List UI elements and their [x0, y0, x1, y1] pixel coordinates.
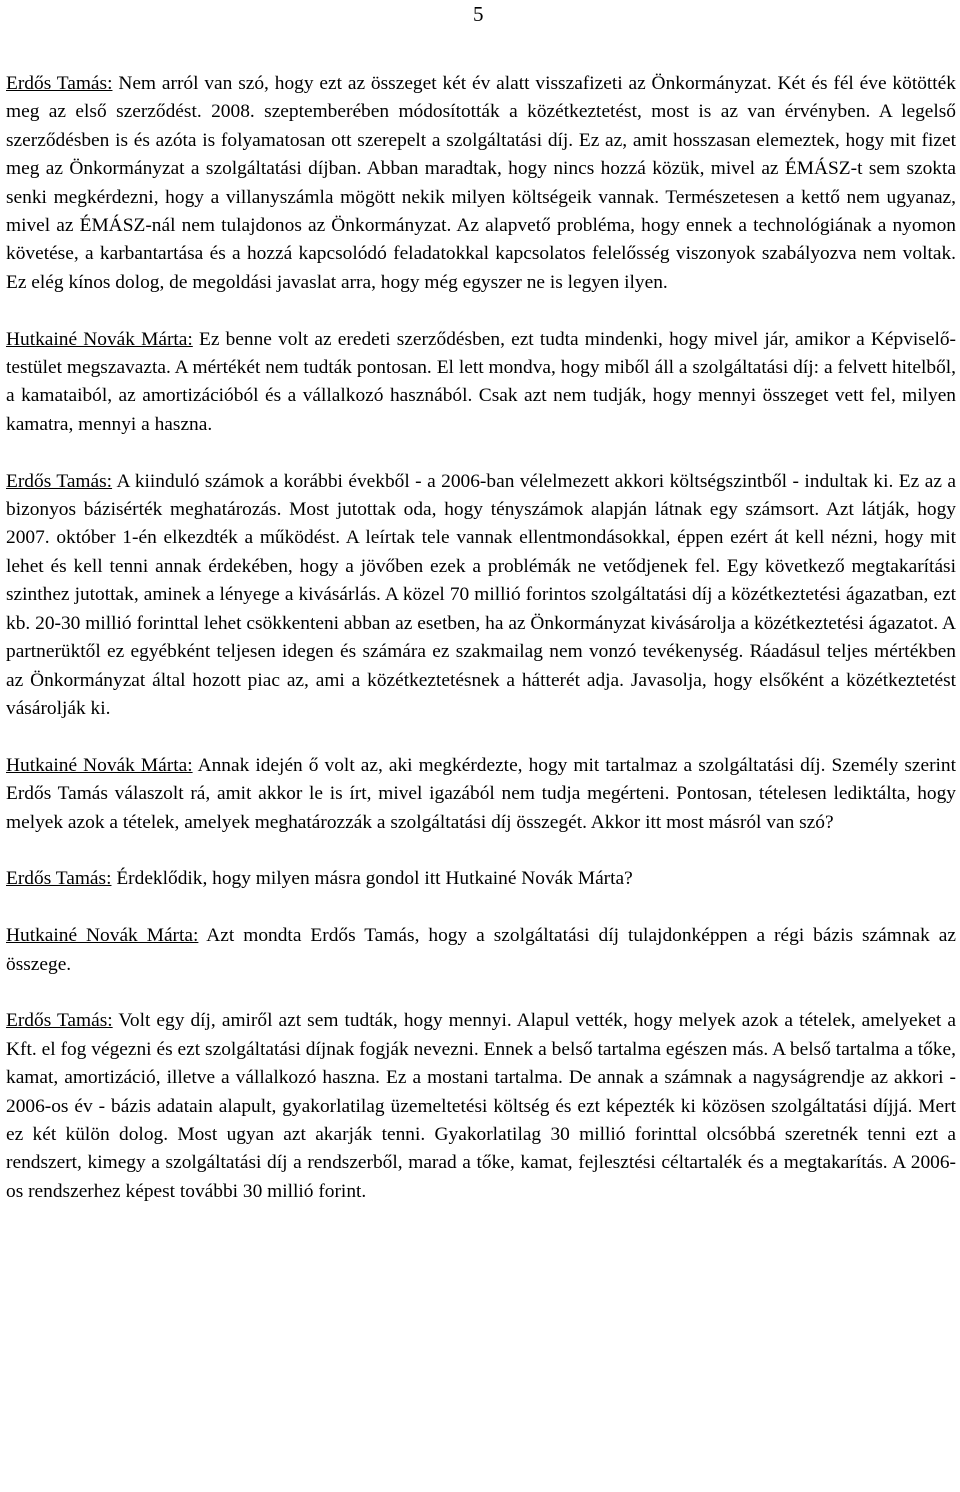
paragraph-text: A kiinduló számok a korábbi évekből - a 2006-ban vélelmezett akkori költségszintből - indultak ki. Ez az a bizonyos bázisérték meghatározás. Most jutottak oda, hogy tényszámok alapján látnak egy számsort. Azt látják, hogy 2007. október 1-én elkezdték a működést. A leírtak tele vannak ellentmondásokkal, éppen ezért át kell nézni, hogy mit lehet és kell tenni annak érdekében, hogy a jövőben ezek a problémák ne vetődjenek fel. Egy következő megtakarítási szinthez jutottak, aminek a lényege a kivásárlás. A közel 70 millió forintos szolgáltatási díj a közétkeztetési ágazatban, ezt kb. 20-30 millió forinttal lehet csökkenteni abban az esetben, ha az Önkormányzat kivásárolja a közétkeztetési ágazatot. A partnerüktől ez egyébként teljesen idegen és számára ez szakmailag nem vonzó tevékenység. Ráadásul teljes mértékben az Önkormányzat által hozott piac az, ami a közétkeztetésnek a hátterét adja. Javasolja, hogy elsőként a közétkeztetést vásárolják ki. [6, 470, 956, 719]
paragraph-text: Nem arról van szó, hogy ezt az összeget két év alatt visszafizeti az Önkormányzat. Két és fél éve kötötték meg az első szerződést. 2008. szeptemberében módosították a közétkeztetést, most is az van érvényben. A legelső szerződésben is és azóta is folyamatosan ott szerepelt a szolgáltatási díj. Ez az, amit hosszasan elemeztek, hogy mit fizet meg az Önkormányzat a szolgáltatási díjban. Abban maradtak, hogy nincs hozzá közük, mivel az ÉMÁSZ-t sem szokta senki megkérdezni, hogy a villanyszámla mögött nekik milyen költségeik vannak. Természetesen a kettő nem ugyanaz, mivel az ÉMÁSZ-nál nem tulajdonos az Önkormányzat. Az alapvető probléma, hogy ennek a technológiának a nyomon követése, a karbantartása és a hozzá kapcsolódó feladatokkal kapcsolatos felelősség viszonyok szabályozva nem voltak. Ez elég kínos dolog, de megoldási javaslat arra, hogy még egyszer ne is legyen ilyen. [6, 73, 956, 293]
paragraph-text: Ez benne volt az eredeti szerződésben, ezt tudta mindenki, hogy mivel jár, amikor a Képviselő-testület megszavazta. A mértékét nem tudták pontosan. El lett mondva, hogy miből áll a szolgáltatási díj: a felvett hitelből, a kamataiból, az amortizációból és a vállalkozó hasznából. Csak azt nem tudják, hogy mennyi összeget vett fel, milyen kamatra, mennyi a haszna. [6, 328, 957, 435]
paragraph-text: Érdeklődik, hogy milyen másra gondol itt Hutkainé Novák Márta? [111, 868, 633, 890]
speaker-name: Hutkainé Novák Márta: [6, 754, 193, 776]
paragraph [6, 752, 956, 837]
paragraph-text: Annak idején ő volt az, aki megkérdezte, hogy mit tartalmaz a szolgáltatási díj. Személy szerint Erdős Tamás válaszolt rá, amit akkor le is írt, mivel igazából nem tudja megérteni. Pontosan, tételesen lediktálta, hogy melyek azok a tételek, amelyek meghatározzák a szolgáltatási díj összegét. Akkor itt most másról van szó? [6, 754, 957, 833]
document-body [6, 70, 956, 1206]
paragraph [6, 326, 956, 440]
paragraph [6, 468, 956, 724]
speaker-name: Hutkainé Novák Márta: [6, 925, 199, 947]
speaker-name: Erdős Tamás: [6, 1010, 113, 1032]
paragraph [6, 922, 956, 979]
speaker-name: Erdős Tamás: [6, 470, 113, 492]
paragraph-text: Volt egy díj, amiről azt sem tudták, hogy mennyi. Alapul vették, hogy melyek azok a tételek, amelyeket a Kft. el fog végezni és ezt szolgáltatási díjnak fogják nevezni. Ennek a belső tartalma egészen más. A belső tartalma a tőke, kamat, amortizáció, illetve a vállalkozó haszna. Ez a mostani tartalma. De annak a számnak a nagyságrendje az akkori - 2006-os év - bázis adatain alapult, gyakorlatilag üzemeltetési költség és ezt képezték ki közösen szolgáltatási díjjá. Mert ez két külön dolog. Most ugyan azt akarják tenni. Gyakorlatilag 30 millió forinttal olcsóbbá szeretnék tenni ezt a rendszert, kimegy a szolgáltatási díj a rendszerből, marad a tőke, kamat, fejlesztési céltartalék és a megtakarítás. A 2006-os rendszerhez képest további 30 millió forint. [6, 1010, 956, 1202]
speaker-name: Erdős Tamás: [6, 73, 113, 94]
paragraph [6, 1007, 956, 1206]
speaker-name: Erdős Tamás: [6, 868, 112, 890]
page-number: 5 [473, 2, 484, 26]
paragraph-text: Azt mondta Erdős Tamás, hogy a szolgáltatási díj tulajdonképpen a régi bázis számnak az összege. [6, 925, 957, 975]
speaker-name: Hutkainé Novák Márta: [6, 328, 193, 350]
paragraph [6, 70, 956, 297]
paragraph [6, 865, 956, 893]
